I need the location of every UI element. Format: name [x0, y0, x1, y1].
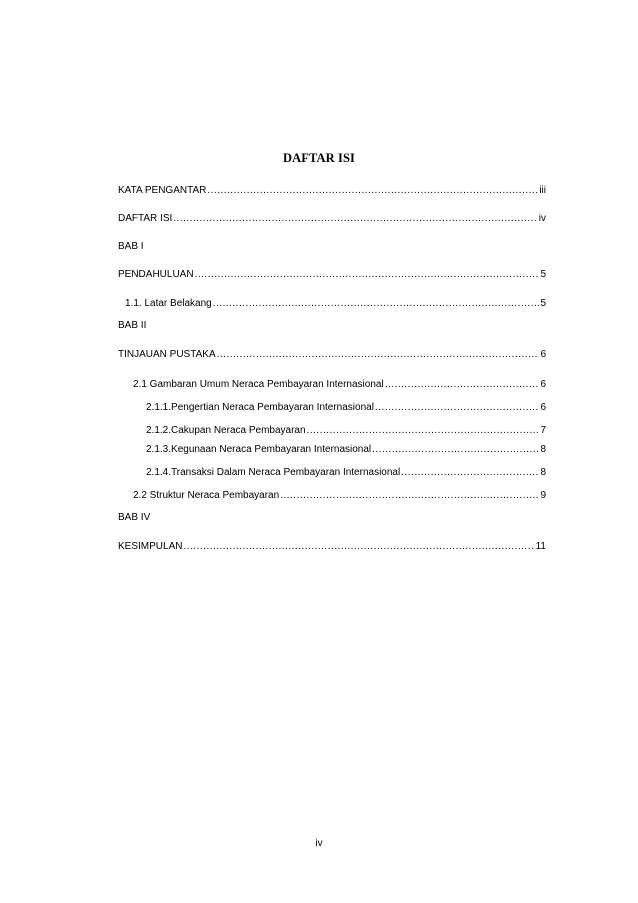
toc-entry-page: 6 — [540, 349, 546, 360]
dot-leader — [213, 297, 540, 310]
dot-leader — [183, 540, 534, 553]
toc-entry[interactable] — [118, 348, 546, 361]
toc-entry-page: 9 — [540, 490, 546, 501]
toc-entry-label: 2.1.2.Cakupan Neraca Pembayaran — [146, 425, 306, 436]
dot-leader — [372, 443, 539, 456]
toc-entry-label: KESIMPULAN — [118, 541, 183, 552]
toc-entry-page: iii — [539, 185, 546, 196]
toc-entry[interactable] — [146, 401, 546, 414]
chapter-heading: BAB I — [118, 241, 144, 252]
toc-entry[interactable] — [118, 540, 546, 553]
toc-entry[interactable] — [146, 424, 546, 437]
toc-entry-label: 2.1.1.Pengertian Neraca Pembayaran Internasional — [146, 402, 374, 413]
dot-leader — [207, 184, 538, 197]
toc-entry-label: DAFTAR ISI — [118, 213, 173, 224]
toc-entry[interactable] — [133, 489, 546, 502]
dot-leader — [173, 212, 538, 225]
toc-entry-label: 2.2 Struktur Neraca Pembayaran — [133, 490, 280, 501]
toc-entry-label: 2.1.4.Transaksi Dalam Neraca Pembayaran Internasional — [146, 467, 401, 478]
dot-leader — [307, 424, 540, 437]
toc-entry-label: 2.1 Gambaran Umum Neraca Pembayaran Internasional — [133, 379, 384, 390]
toc-entry-page: 8 — [540, 467, 546, 478]
toc-entry[interactable] — [118, 268, 546, 281]
toc-entry[interactable] — [146, 443, 546, 456]
toc-entry[interactable] — [118, 184, 546, 197]
dot-leader — [375, 401, 540, 414]
dot-leader — [401, 466, 539, 479]
page-number: iv — [315, 838, 323, 849]
toc-entry-page: 11 — [535, 541, 546, 552]
toc-entry-label: KATA PENGANTAR — [118, 185, 207, 196]
toc-entry[interactable] — [118, 212, 546, 225]
chapter-heading: BAB II — [118, 320, 147, 331]
chapter-heading: BAB IV — [118, 512, 151, 523]
toc-entry-page: 7 — [540, 425, 546, 436]
toc-entry-page: 6 — [540, 379, 546, 390]
dot-leader — [280, 489, 539, 502]
toc-entry-label: 2.1.3.Kegunaan Neraca Pembayaran Internasional — [146, 444, 372, 455]
dot-leader — [385, 378, 540, 391]
toc-entry-label: TINJAUAN PUSTAKA — [118, 349, 216, 360]
toc-entry-label: PENDAHULUAN — [118, 269, 194, 280]
toc-entry-page: 8 — [540, 444, 546, 455]
toc-entry[interactable] — [133, 378, 546, 391]
toc-entry[interactable] — [146, 466, 546, 479]
toc-entry-label: 1.1. Latar Belakang — [125, 298, 212, 309]
toc-entry-page: 5 — [540, 269, 546, 280]
page-title: DAFTAR ISI — [283, 151, 355, 165]
dot-leader — [217, 348, 540, 361]
toc-entry-page: 5 — [540, 298, 546, 309]
dot-leader — [195, 268, 540, 281]
toc-entry[interactable] — [125, 297, 546, 310]
toc-entry-page: iv — [538, 213, 546, 224]
toc-entry-page: 6 — [540, 402, 546, 413]
